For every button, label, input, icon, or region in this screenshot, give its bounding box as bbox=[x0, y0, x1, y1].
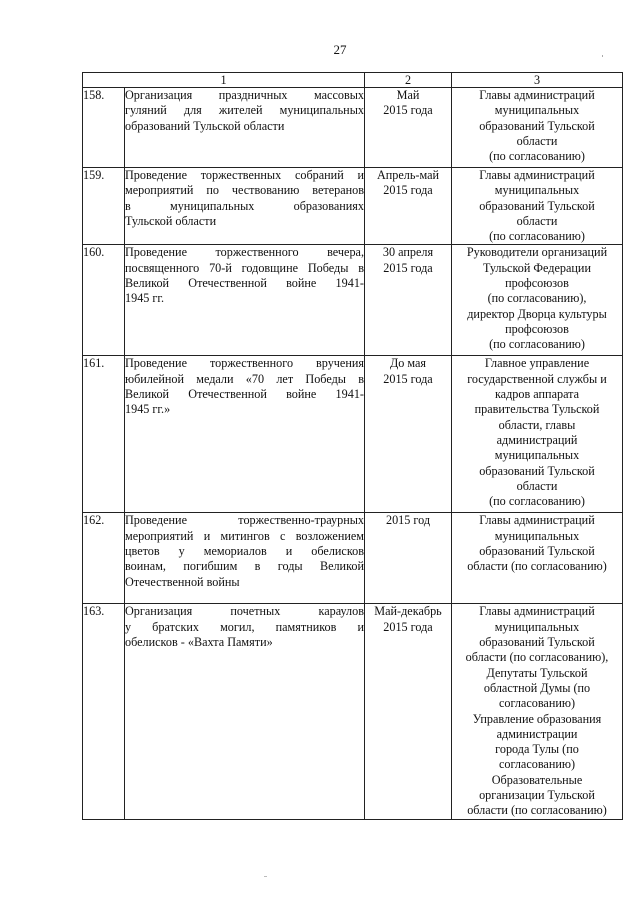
responsible-line: Управление образования bbox=[472, 711, 602, 726]
responsible-parties bbox=[452, 604, 623, 819]
responsible-line: муниципальных bbox=[494, 619, 580, 634]
responsible-line: директор Дворца культуры bbox=[467, 306, 607, 321]
responsible-line: муниципальных bbox=[494, 528, 580, 543]
responsible-line: города Тулы (по bbox=[495, 742, 579, 757]
event-line: Организация праздничных массовых bbox=[125, 88, 364, 102]
date-line: 2015 года bbox=[383, 260, 433, 275]
date-line: Май-декабрь bbox=[374, 604, 442, 619]
responsible-parties bbox=[452, 356, 623, 513]
scan-speck bbox=[602, 55, 603, 57]
responsible-line: области (по согласованию) bbox=[467, 803, 607, 818]
responsible-line: согласованию) bbox=[498, 757, 576, 772]
table-row bbox=[83, 168, 623, 245]
table-row bbox=[83, 88, 623, 168]
date-line: Апрель-май bbox=[376, 168, 440, 182]
column-header-event: 1 bbox=[83, 73, 365, 88]
date-line: 2015 года bbox=[383, 371, 433, 386]
responsible-line: государственной службы и bbox=[467, 371, 607, 386]
event-line: Тульской области bbox=[125, 213, 217, 228]
row-number: 163. bbox=[83, 604, 125, 819]
responsible-line: Главы администраций bbox=[479, 513, 595, 528]
event-line: обелисков - «Вахта Памяти» bbox=[125, 635, 273, 650]
event-line: в муниципальных образованиях bbox=[125, 198, 364, 213]
row-number: 158. bbox=[83, 88, 125, 168]
event-line: Отечественной войны bbox=[125, 574, 240, 589]
responsible-line: муниципальных bbox=[494, 103, 580, 118]
responsible-line: Главы администраций bbox=[479, 88, 595, 102]
responsible-line: правительства Тульской bbox=[474, 402, 600, 417]
event-line: Проведение торжественного вечера, bbox=[125, 245, 364, 260]
responsible-line: (по согласованию) bbox=[489, 337, 585, 352]
date-line: 2015 год bbox=[385, 513, 431, 528]
event-line: воинам, погибшим в годы Великой bbox=[125, 559, 364, 574]
row-number: 159. bbox=[83, 168, 125, 245]
responsible-line: образований Тульской bbox=[479, 118, 595, 133]
event-date bbox=[365, 245, 452, 356]
scan-speck bbox=[264, 876, 267, 877]
event-line: Великой Отечественной войне 1941- bbox=[125, 276, 364, 291]
responsible-line: области (по согласованию) bbox=[467, 559, 607, 574]
responsible-line: администрации bbox=[496, 726, 578, 741]
events-table bbox=[82, 72, 623, 820]
event-line: Проведение торжественных собраний и bbox=[125, 168, 364, 182]
column-header-responsible: 3 bbox=[452, 73, 623, 88]
table-header-row bbox=[83, 73, 623, 88]
column-header-date: 2 bbox=[365, 73, 452, 88]
responsible-parties bbox=[452, 88, 623, 168]
responsible-parties bbox=[452, 168, 623, 245]
responsible-line: Главное управление bbox=[484, 356, 590, 371]
responsible-parties bbox=[452, 513, 623, 604]
page-number: 27 bbox=[333, 42, 347, 57]
table-row bbox=[83, 356, 623, 513]
event-line: 1945 гг. bbox=[125, 291, 165, 306]
row-number: 160. bbox=[83, 245, 125, 356]
responsible-line: организации Тульской bbox=[479, 788, 595, 803]
responsible-line: области, главы bbox=[498, 417, 576, 432]
event-description bbox=[125, 356, 365, 513]
responsible-line: Руководители организаций bbox=[466, 245, 608, 260]
event-line: мероприятий и митингов с возложением bbox=[125, 528, 364, 543]
responsible-line: согласованию) bbox=[498, 696, 576, 711]
responsible-line: образований Тульской bbox=[479, 544, 595, 559]
event-description bbox=[125, 513, 365, 604]
responsible-line: (по согласованию) bbox=[489, 229, 585, 244]
responsible-line: кадров аппарата bbox=[494, 387, 580, 402]
date-line: Май bbox=[396, 88, 420, 102]
event-date bbox=[365, 168, 452, 245]
date-line: 30 апреля bbox=[382, 245, 434, 260]
responsible-line: (по согласованию) bbox=[489, 494, 585, 509]
responsible-line: образований Тульской bbox=[479, 635, 595, 650]
responsible-line: областной Думы (по bbox=[483, 680, 591, 695]
event-description bbox=[125, 245, 365, 356]
date-line: 2015 года bbox=[383, 183, 433, 198]
event-line: у братских могил, памятников и bbox=[125, 619, 364, 634]
date-line: 2015 года bbox=[383, 103, 433, 118]
event-line: Проведение торжественного вручения bbox=[125, 356, 364, 371]
responsible-line: области bbox=[516, 478, 558, 493]
responsible-line: образований Тульской bbox=[479, 463, 595, 478]
event-line: 1945 гг.» bbox=[125, 402, 171, 417]
event-date bbox=[365, 604, 452, 819]
event-date bbox=[365, 88, 452, 168]
row-number: 161. bbox=[83, 356, 125, 513]
responsible-line: (по согласованию), bbox=[487, 291, 587, 306]
event-line: гуляний для жителей муниципальных bbox=[125, 103, 364, 118]
event-line: образований Тульской области bbox=[125, 118, 285, 133]
responsible-line: Главы администраций bbox=[479, 168, 595, 182]
responsible-line: Главы администраций bbox=[479, 604, 595, 619]
event-line: Великой Отечественной войне 1941- bbox=[125, 387, 364, 402]
event-line: цветов у мемориалов и обелисков bbox=[125, 544, 364, 559]
table-row bbox=[83, 245, 623, 356]
event-date bbox=[365, 513, 452, 604]
responsible-line: Депутаты Тульской bbox=[486, 665, 588, 680]
event-line: Организация почетных караулов bbox=[125, 604, 364, 619]
responsible-line: муниципальных bbox=[494, 448, 580, 463]
event-line: юбилейной медали «70 лет Победы в bbox=[125, 371, 364, 386]
event-description bbox=[125, 88, 365, 168]
table-row bbox=[83, 513, 623, 604]
date-line: 2015 года bbox=[383, 619, 433, 634]
responsible-line: (по согласованию) bbox=[489, 149, 585, 164]
event-description bbox=[125, 604, 365, 819]
responsible-line: области bbox=[516, 213, 558, 228]
responsible-line: администраций bbox=[496, 432, 578, 447]
responsible-line: Образовательные bbox=[491, 772, 583, 787]
event-line: Проведение торжественно-траурных bbox=[125, 513, 364, 528]
event-line: мероприятий по чествованию ветеранов bbox=[125, 183, 364, 198]
event-line: посвященного 70-й годовщине Победы в bbox=[125, 260, 364, 275]
event-description bbox=[125, 168, 365, 245]
table-row bbox=[83, 604, 623, 819]
responsible-line: Тульской Федерации bbox=[483, 260, 591, 275]
row-number: 162. bbox=[83, 513, 125, 604]
date-line: До мая bbox=[389, 356, 427, 371]
responsible-line: области (по согласованию), bbox=[465, 650, 609, 665]
responsible-line: профсоюзов bbox=[505, 321, 569, 336]
responsible-line: профсоюзов bbox=[505, 276, 569, 291]
responsible-parties bbox=[452, 245, 623, 356]
event-date bbox=[365, 356, 452, 513]
responsible-line: образований Тульской bbox=[479, 198, 595, 213]
responsible-line: муниципальных bbox=[494, 183, 580, 198]
responsible-line: области bbox=[516, 133, 558, 148]
